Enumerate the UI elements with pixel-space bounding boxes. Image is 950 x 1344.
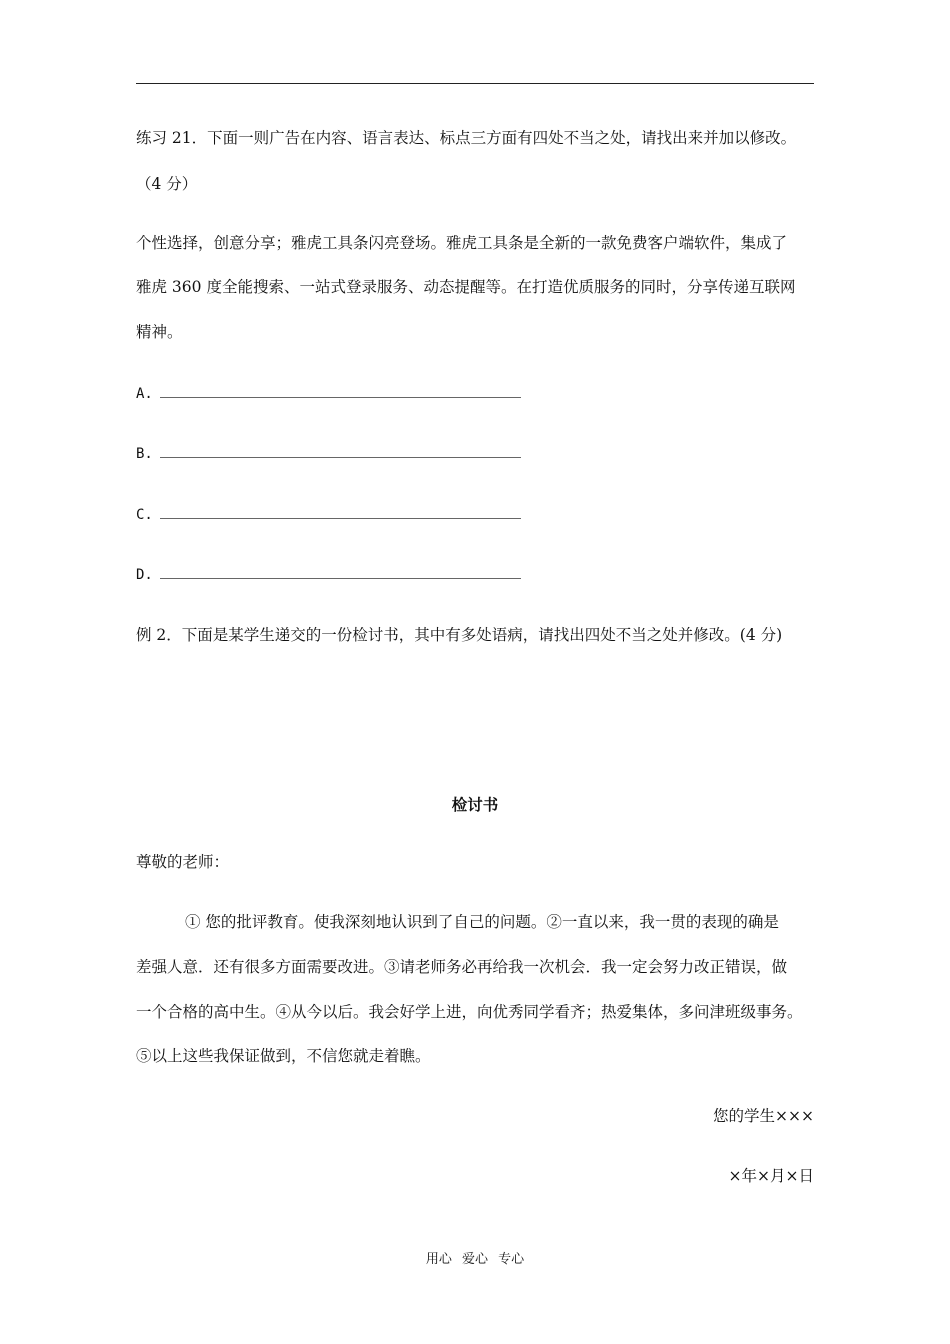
answer-blank-a[interactable] bbox=[136, 384, 536, 406]
ad-text-line2: 雅虎 360 度全能搜索、一站式登录服务、动态提醒等。在打造优质服务的同时，分享传递互联网 bbox=[136, 278, 796, 296]
ad-text-line1: 个性选择，创意分享；雅虎工具条闪亮登场。雅虎工具条是全新的一款免费客户端软件，集成了 bbox=[136, 234, 788, 252]
answer-label-c: C. bbox=[136, 507, 153, 523]
answer-blank-d[interactable] bbox=[136, 565, 536, 587]
answer-line-c[interactable] bbox=[160, 518, 521, 519]
page-footer: 用心 爱心 专心 bbox=[425, 1252, 525, 1267]
exercise-question-line1: 练习 21．下面一则广告在内容、语言表达、标点三方面有四处不当之处，请找出来并加以修改。 bbox=[136, 129, 797, 147]
letter-body-line1: ① 您的批评教育。使我深刻地认识到了自己的问题。②一直以来，我一贯的表现的确是 bbox=[185, 913, 779, 931]
answer-line-b[interactable] bbox=[160, 457, 521, 458]
answer-line-d[interactable] bbox=[160, 578, 521, 579]
letter-body-line3: 一个合格的高中生。④从今以后。我会好学上进，向优秀同学看齐；热爱集体，多问津班级事务。 bbox=[136, 1003, 803, 1021]
exercise-question-line2: （4 分） bbox=[136, 175, 198, 193]
letter-body-line2: 差强人意．还有很多方面需要改进。③请老师务必再给我一次机会．我一定会努力改正错误，做 bbox=[136, 958, 788, 976]
letter-signature: 您的学生××× bbox=[713, 1107, 814, 1125]
answer-blank-b[interactable] bbox=[136, 444, 536, 466]
letter-title: 检讨书 bbox=[451, 796, 499, 814]
answer-blank-c[interactable] bbox=[136, 505, 536, 527]
ad-text-line3: 精神。 bbox=[136, 323, 183, 341]
letter-body-line4: ⑤以上这些我保证做到，不信您就走着瞧。 bbox=[136, 1047, 431, 1065]
answer-label-d: D. bbox=[136, 567, 153, 583]
answer-label-b: B. bbox=[136, 446, 153, 462]
answer-label-a: A. bbox=[136, 386, 153, 402]
letter-salutation: 尊敬的老师： bbox=[136, 853, 230, 871]
letter-date: ×年×月×日 bbox=[728, 1167, 814, 1185]
header-rule bbox=[136, 83, 814, 84]
example-question: 例 2．下面是某学生递交的一份检讨书，其中有多处语病，请找出四处不当之处并修改。(4 分) bbox=[136, 626, 783, 644]
answer-line-a[interactable] bbox=[160, 397, 521, 398]
